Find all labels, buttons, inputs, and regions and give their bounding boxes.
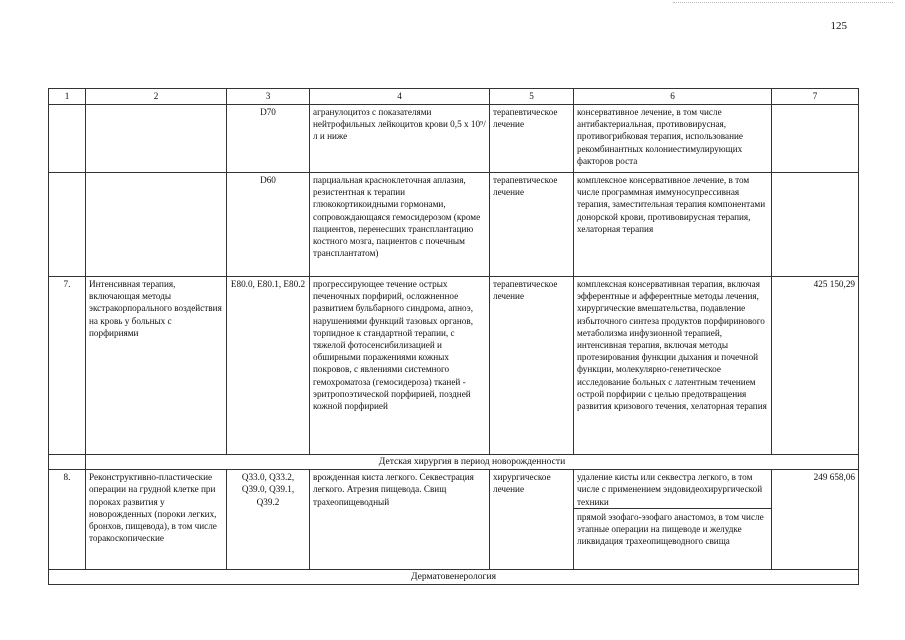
medical-care-table xyxy=(48,88,859,585)
scan-edge-artifact xyxy=(673,2,893,6)
column-header: 2 xyxy=(86,89,227,105)
column-header: 3 xyxy=(227,89,310,105)
row-number xyxy=(49,173,86,277)
treatment-type: терапевтическое лечение xyxy=(490,277,574,455)
row-number: 8. xyxy=(49,470,86,570)
column-number-row xyxy=(49,89,859,105)
icd-codes: D70 xyxy=(227,105,310,173)
table-row xyxy=(49,470,859,570)
section-title: Дерматовенерология xyxy=(49,570,859,585)
treatment-method: комплексная консервативная терапия, включая эфферентные и афферентные методы лечения, хирургические вмешательства, подавление избыточного синтеза продуктов порфиринового метаболизма инфузионной терапией, интенсивная терапия, включая методы протезирования функции дыхания и почечной функции, молекулярно-генетическое исследование больных с латентным течением острой порфирии с целью предотвращения развития кризового течения, хелаторная терапия xyxy=(574,277,772,455)
treatment-method: прямой эзофаго-эзофаго анастомоз, в том числе этапные операции на пищеводе и желудке ликвидация трахеопищеводного свища xyxy=(574,508,771,548)
treatment-type: хирургическое лечение xyxy=(490,470,574,570)
icd-codes: Q33.0, Q33.2, Q39.0, Q39.1, Q39.2 xyxy=(227,470,310,570)
section-row xyxy=(49,570,859,585)
treatment-method: удаление кисты или секвестра легкого, в том числе с применением эндовидеохирургической техники xyxy=(577,472,763,507)
treatment-type: терапевтическое лечение xyxy=(490,173,574,277)
treatment-method: комплексное консервативное лечение, в том числе программная иммуносупрессивная терапия, заместительная терапия компонентами донорской крови, противовирусная терапия, хелаторная терапия xyxy=(574,173,772,277)
care-type-name xyxy=(86,105,227,173)
icd-codes: D60 xyxy=(227,173,310,277)
treatment-method: консервативное лечение, в том числе антибактериальная, противовирусная, противогрибковая терапия, использование рекомбинантных колониестимулирующих факторов роста xyxy=(574,105,772,173)
column-header: 1 xyxy=(49,89,86,105)
care-type-name xyxy=(86,173,227,277)
table-row xyxy=(49,105,859,173)
treatment-type: терапевтическое лечение xyxy=(490,105,574,173)
cost-value: 425 150,29 xyxy=(772,277,859,455)
table-row xyxy=(49,277,859,455)
treatment-methods-cell xyxy=(574,470,772,570)
section-row xyxy=(49,455,859,470)
column-header: 5 xyxy=(490,89,574,105)
column-header: 6 xyxy=(574,89,772,105)
care-type-name: Реконструктивно-пластические операции на грудной клетке при пороках развития у новорожденных (пороки легких, бронхов, пищевода), в том числе торакоскопические xyxy=(86,470,227,570)
patient-model: прогрессирующее течение острых печеночных порфирий, осложненное развитием бульбарного синдрома, апноэ, нарушениями функций тазовых органов, торпидное к стандартной терапии, с тяжелой фотосенсибилизацией и обширными поражениями кожных покровов, с явлениями системного гемохроматоза (гемосидероза) тканей - эритропоэтической порфирией, поздней кожной порфирией xyxy=(310,277,490,455)
row-number xyxy=(49,105,86,173)
page-number: 125 xyxy=(830,20,847,32)
column-header: 7 xyxy=(772,89,859,105)
table-row xyxy=(49,173,859,277)
icd-codes: E80.0, E80.1, E80.2 xyxy=(227,277,310,455)
column-header: 4 xyxy=(310,89,490,105)
patient-model: врожденная киста легкого. Секвестрация легкого. Атрезия пищевода. Свищ трахеопищеводный xyxy=(310,470,490,570)
section-title: Детская хирургия в период новорожденности xyxy=(86,455,859,470)
patient-model: парциальная красноклеточная аплазия, резистентная к терапии глюкокортикоидными гормонами, сопровождающаяся гемосидерозом (кроме пациентов, перенесших трансплантацию костного мозга, пациентов с почечным трансплантатом) xyxy=(310,173,490,277)
row-number: 7. xyxy=(49,277,86,455)
cost-value: 249 658,06 xyxy=(772,470,859,570)
care-type-name: Интенсивная терапия, включающая методы экстракорпорального воздействия на кровь у больных с порфириями xyxy=(86,277,227,455)
patient-model: агранулоцитоз с показателями нейтрофильных лейкоцитов крови 0,5 х 10⁹/л и ниже xyxy=(310,105,490,173)
cost-value xyxy=(772,105,859,173)
cost-value xyxy=(772,173,859,277)
